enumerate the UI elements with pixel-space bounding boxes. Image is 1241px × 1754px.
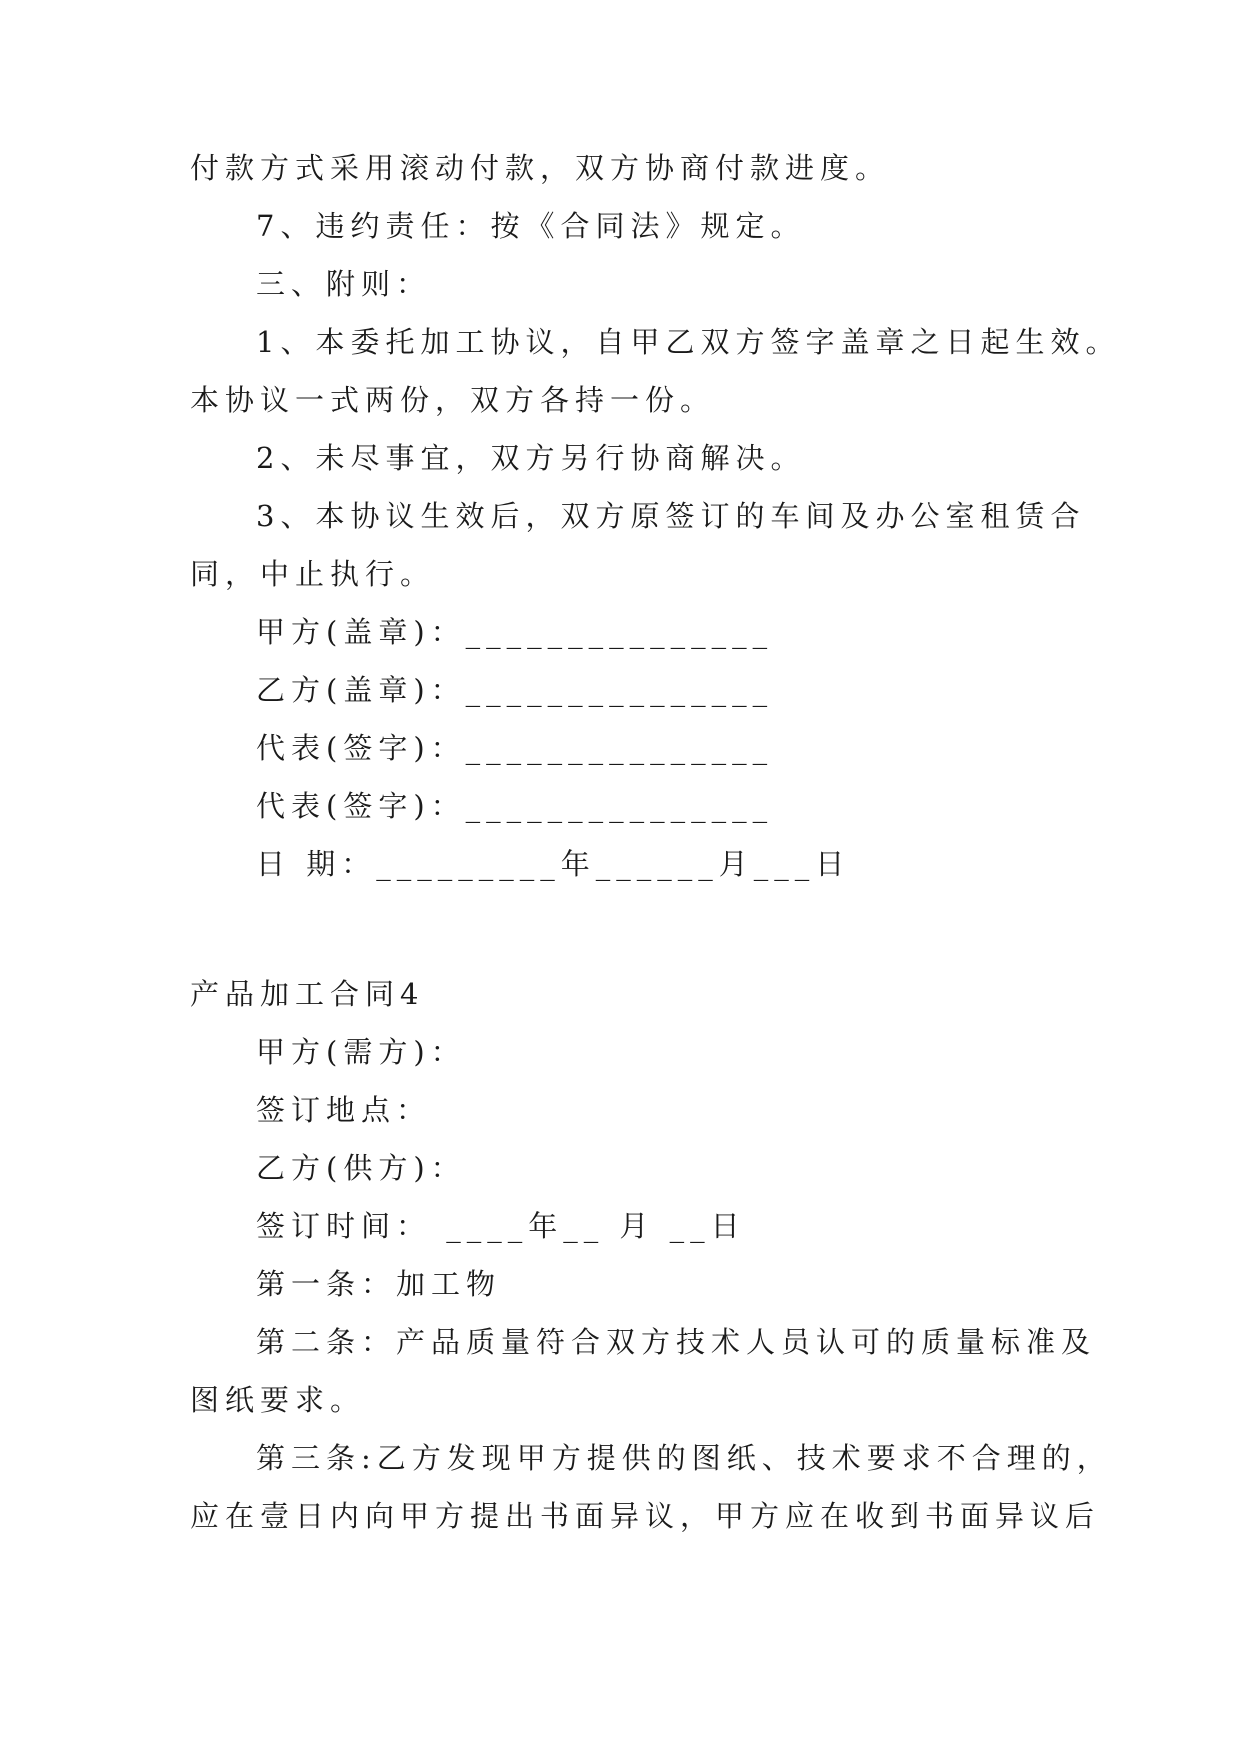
paragraph-line: 7、违约责任：按《合同法》规定。 xyxy=(256,209,806,243)
field-sign-time: 签订时间： ____年__ 月 __日 xyxy=(256,1209,746,1243)
paragraph-line: 3、本协议生效后，双方原签订的车间及办公室租赁合 xyxy=(256,499,1086,533)
section-heading: 三、附则： xyxy=(256,267,432,301)
signature-line-party-b: 乙方(盖章)：_______________ xyxy=(256,673,774,707)
paragraph-line: 应在壹日内向甲方提出书面异议，甲方应在收到书面异议后 xyxy=(190,1499,1101,1533)
article-2: 第二条：产品质量符合双方技术人员认可的质量标准及 xyxy=(256,1325,1097,1359)
paragraph-line: 付款方式采用滚动付款，双方协商付款进度。 xyxy=(190,151,891,185)
date-line: 日 期：_________年______月___日 xyxy=(256,847,851,881)
signature-line-rep-1: 代表(签字)：_______________ xyxy=(256,731,774,765)
field-party-b: 乙方(供方)： xyxy=(256,1151,466,1185)
signature-line-party-a: 甲方(盖章)：_______________ xyxy=(256,615,774,649)
article-3: 第三条:乙方发现甲方提供的图纸、技术要求不合理的， xyxy=(256,1441,1112,1475)
paragraph-line: 2、未尽事宜，双方另行协商解决。 xyxy=(256,441,806,475)
article-1: 第一条：加工物 xyxy=(256,1267,502,1301)
paragraph-line: 1、本委托加工协议，自甲乙双方签字盖章之日起生效。 xyxy=(256,325,1121,359)
field-party-a: 甲方(需方)： xyxy=(256,1035,466,1069)
contract-title: 产品加工合同4 xyxy=(190,977,425,1011)
paragraph-line: 本协议一式两份，双方各持一份。 xyxy=(190,383,716,417)
paragraph-line: 图纸要求。 xyxy=(190,1383,366,1417)
field-sign-location: 签订地点： xyxy=(256,1093,432,1127)
paragraph-line: 同，中止执行。 xyxy=(190,557,436,591)
signature-line-rep-2: 代表(签字)：_______________ xyxy=(256,789,774,823)
